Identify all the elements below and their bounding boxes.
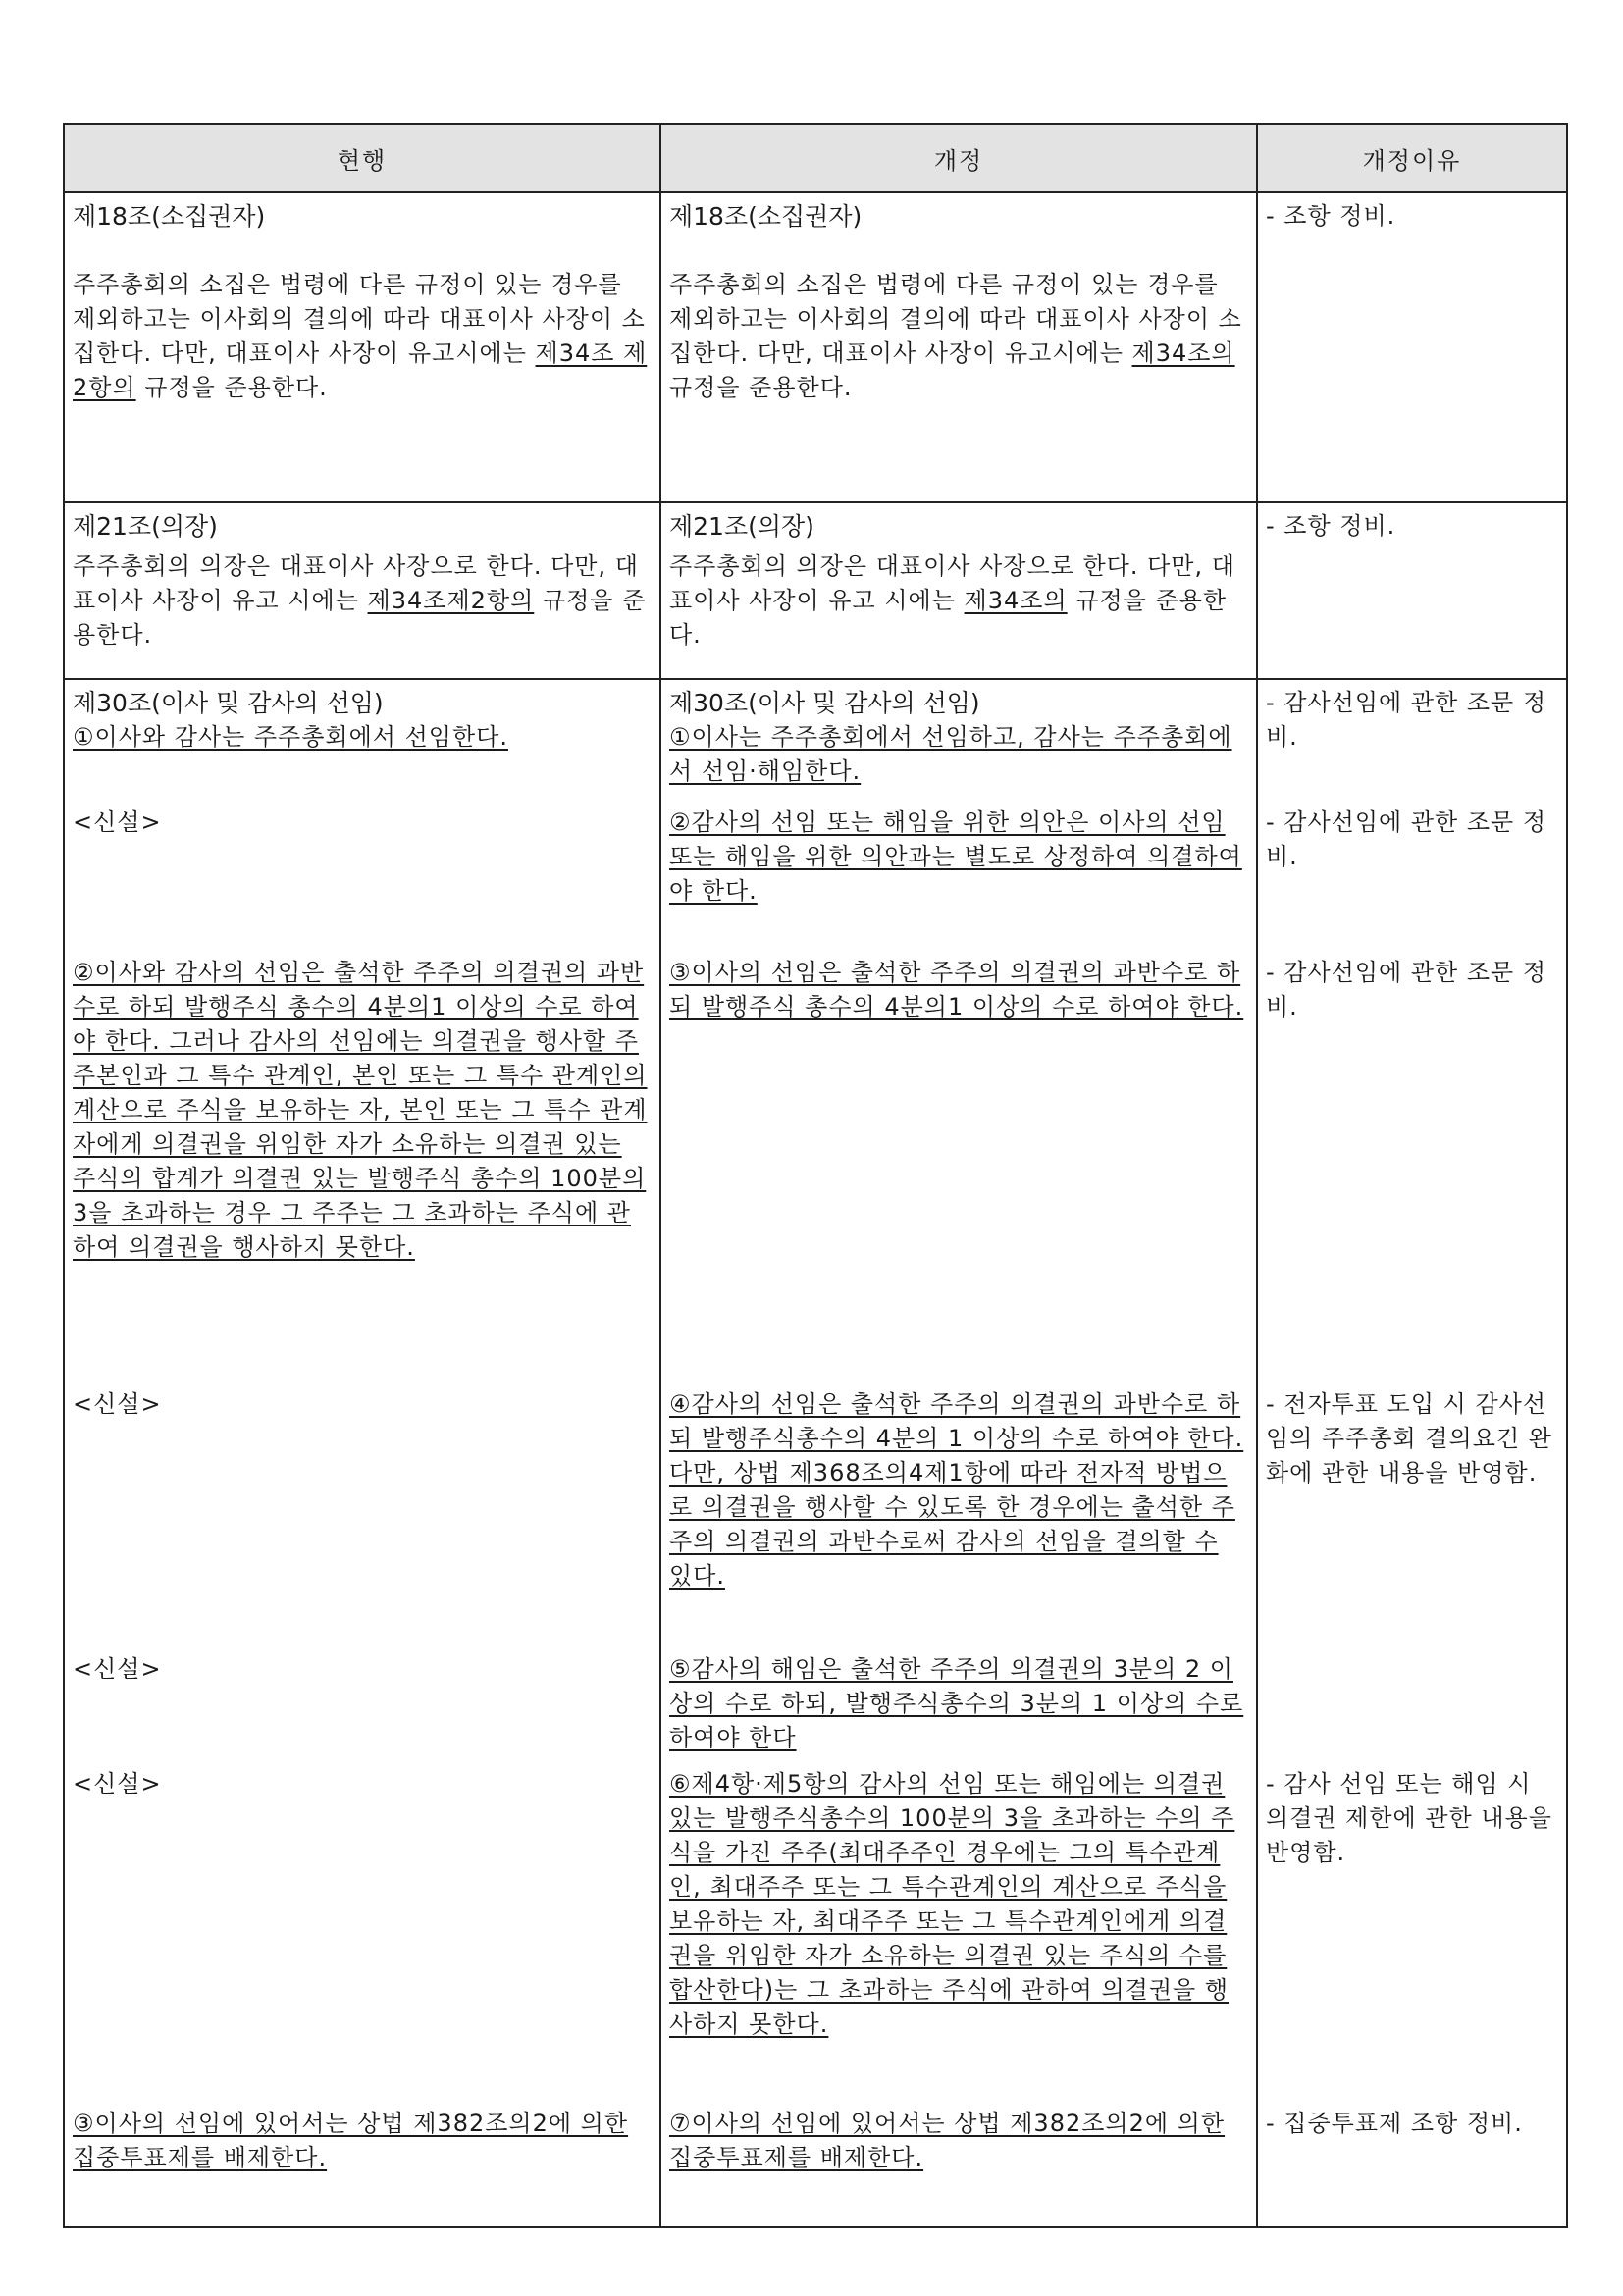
art30-revised-r1: ①이사는 주주총회에서 선임하고, 감사는 주주총회에서 선임·해임한다.	[669, 723, 1232, 785]
art30-revised-r5: ⑤감사의 해임은 출석한 주주의 의결권의 3분의 2 이상의 수로 하되, 발행주식총수의 3분의 1 이상의 수로 하여야 한다	[669, 1655, 1244, 1751]
art21-current-title: 제21조(의장)	[73, 512, 218, 541]
cell-art30-revised	[660, 679, 1257, 2227]
art30-reason-a: - 감사선임에 관한 조문 정비.	[1266, 689, 1547, 751]
art18-reason: - 조항 정비.	[1266, 202, 1396, 230]
art18-current-p2: 규정을 준용한다.	[135, 374, 328, 401]
art21-current-p1: 주주총회의 의장은 대표이사 사장으로 한다. 다만, 대표이사 사장이 유고 시에는	[73, 552, 639, 614]
cell-art21-current	[64, 502, 660, 679]
header-revised: 개정	[660, 124, 1257, 192]
art30-revised-title: 제30조(이사 및 감사의 선임)	[669, 689, 980, 717]
art30-current-new1: <신설>	[73, 809, 162, 836]
cell-art18-revised	[660, 192, 1257, 502]
cell-art30-current	[64, 679, 660, 2227]
art30-current-new4: <신설>	[73, 1770, 162, 1798]
art30-current-c2: ②이사와 감사의 선임은 출석한 주주의 의결권의 과반수로 하되 발행주식 총수의 4분의1 이상의 수로 하여야 한다. 그러나 감사의 선임에는 의결권을 행사할 주주본인과 그 특수 관계인, 본인 또는 그 특수 관계인의 계산으로 주식을 보유하는 자, 본인 또는 그 특수 관계자에게 의결권을 위임한 자가 소유하는 의결권 있는 주식의 합계가 의결권 있는 발행주식 총수의 100분의3을 초과하는 경우 그 주주는 그 초과하는 주식에 관하여 의결권을 행사하지 못한다.	[73, 959, 648, 1261]
row-article-18	[64, 192, 1567, 502]
art18-current-text	[73, 268, 652, 405]
art30-reason-b: - 감사선임에 관한 조문 정비.	[1266, 809, 1547, 870]
art21-current-p2: 규정을 준용한다.	[73, 587, 647, 649]
cell-art18-reason	[1257, 192, 1567, 502]
cell-art30-reason	[1257, 679, 1567, 2227]
art18-revised-text	[669, 268, 1248, 405]
art21-reason: - 조항 정비.	[1266, 512, 1396, 540]
art30-reason-d: - 전자투표 도입 시 감사선임의 주주총회 결의요건 완화에 관한 내용을 반영함.	[1266, 1390, 1552, 1487]
art21-revised-title: 제21조(의장)	[669, 512, 814, 541]
art21-revised-ref: 제34조의	[964, 587, 1068, 614]
cell-art18-current	[64, 192, 660, 502]
art30-current-c3: ③이사의 선임에 있어서는 상법 제382조의2에 의한 집중투표제를 배제한다.	[73, 2110, 629, 2171]
art18-current-ref: 제34조 제2항의	[73, 339, 648, 401]
art18-current-p1: 주주총회의 소집은 법령에 다른 규정이 있는 경우를 제외하고는 이사회의 결의에 따라 대표이사 사장이 소집한다. 다만, 대표이사 사장이 유고시에는	[73, 271, 646, 367]
art30-reason-f: - 집중투표제 조항 정비.	[1266, 2110, 1523, 2137]
art30-revised-r2: ②감사의 선임 또는 해임을 위한 의안은 이사의 선임 또는 해임을 위한 의안과는 별도로 상정하여 의결하여야 한다.	[669, 809, 1242, 905]
art30-current-new2: <신설>	[73, 1390, 162, 1418]
art30-revised-r4: ④감사의 선임은 출석한 주주의 의결권의 과반수로 하되 발행주식총수의 4분의 1 이상의 수로 하여야 한다. 다만, 상법 제368조의4제1항에 따라 전자적 방법으로 의결권을 행사할 수 있도록 한 경우에는 출석한 주주의 의결권의 과반수로써 감사의 선임을 결의할 수 있다.	[669, 1390, 1244, 1590]
art21-revised-text	[669, 549, 1248, 652]
header-row	[64, 124, 1567, 192]
art30-current-c1: ①이사와 감사는 주주총회에서 선임한다.	[73, 723, 508, 751]
art18-revised-title: 제18조(소집권자)	[669, 202, 863, 231]
art30-current-title: 제30조(이사 및 감사의 선임)	[73, 689, 384, 717]
art30-current-new3: <신설>	[73, 1655, 162, 1683]
art30-reason-e: - 감사 선임 또는 해임 시 의결권 제한에 관한 내용을 반영함.	[1266, 1770, 1552, 1866]
art30-revised-r7: ⑦이사의 선임에 있어서는 상법 제382조의2에 의한 집중투표제를 배제한다.	[669, 2110, 1226, 2171]
header-reason: 개정이유	[1257, 124, 1567, 192]
amendment-comparison-table	[63, 123, 1568, 2228]
cell-art21-reason	[1257, 502, 1567, 679]
header-current: 현행	[64, 124, 660, 192]
art30-reason-c: - 감사선임에 관한 조문 정비.	[1266, 959, 1547, 1020]
art21-current-ref: 제34조제2항의	[367, 587, 535, 614]
art18-revised-p1: 주주총회의 소집은 법령에 다른 규정이 있는 경우를 제외하고는 이사회의 결의에 따라 대표이사 사장이 소집한다. 다만, 대표이사 사장이 유고시에는	[669, 271, 1242, 367]
art18-current-title: 제18조(소집권자)	[73, 202, 266, 231]
row-article-21	[64, 502, 1567, 679]
art21-revised-p2: 규정을 준용한다.	[669, 587, 1228, 649]
art30-revised-r3: ③이사의 선임은 출석한 주주의 의결권의 과반수로 하되 발행주식 총수의 4분의1 이상의 수로 하여야 한다.	[669, 959, 1244, 1020]
cell-art21-revised	[660, 502, 1257, 679]
art30-revised-r6: ⑥제4항·제5항의 감사의 선임 또는 해임에는 의결권 있는 발행주식총수의 100분의 3을 초과하는 수의 주식을 가진 주주(최대주주인 경우에는 그의 특수관계인, 최대주주 또는 그 특수관계인의 계산으로 주식을 보유하는 자, 최대주주 또는 그 특수관계인에게 의결권을 위임한 자가 소유하는 의결권 있는 주식의 수를 합산한다)는 그 초과하는 주식에 관하여 의결권을 행사하지 못한다.	[669, 1770, 1235, 2038]
art21-current-text	[73, 549, 652, 652]
row-article-30	[64, 679, 1567, 2227]
art18-revised-p2: 규정을 준용한다.	[669, 374, 853, 401]
art21-revised-p1: 주주총회의 의장은 대표이사 사장으로 한다. 다만, 대표이사 사장이 유고 시에는	[669, 552, 1235, 614]
art18-revised-ref: 제34조의	[1131, 339, 1235, 367]
